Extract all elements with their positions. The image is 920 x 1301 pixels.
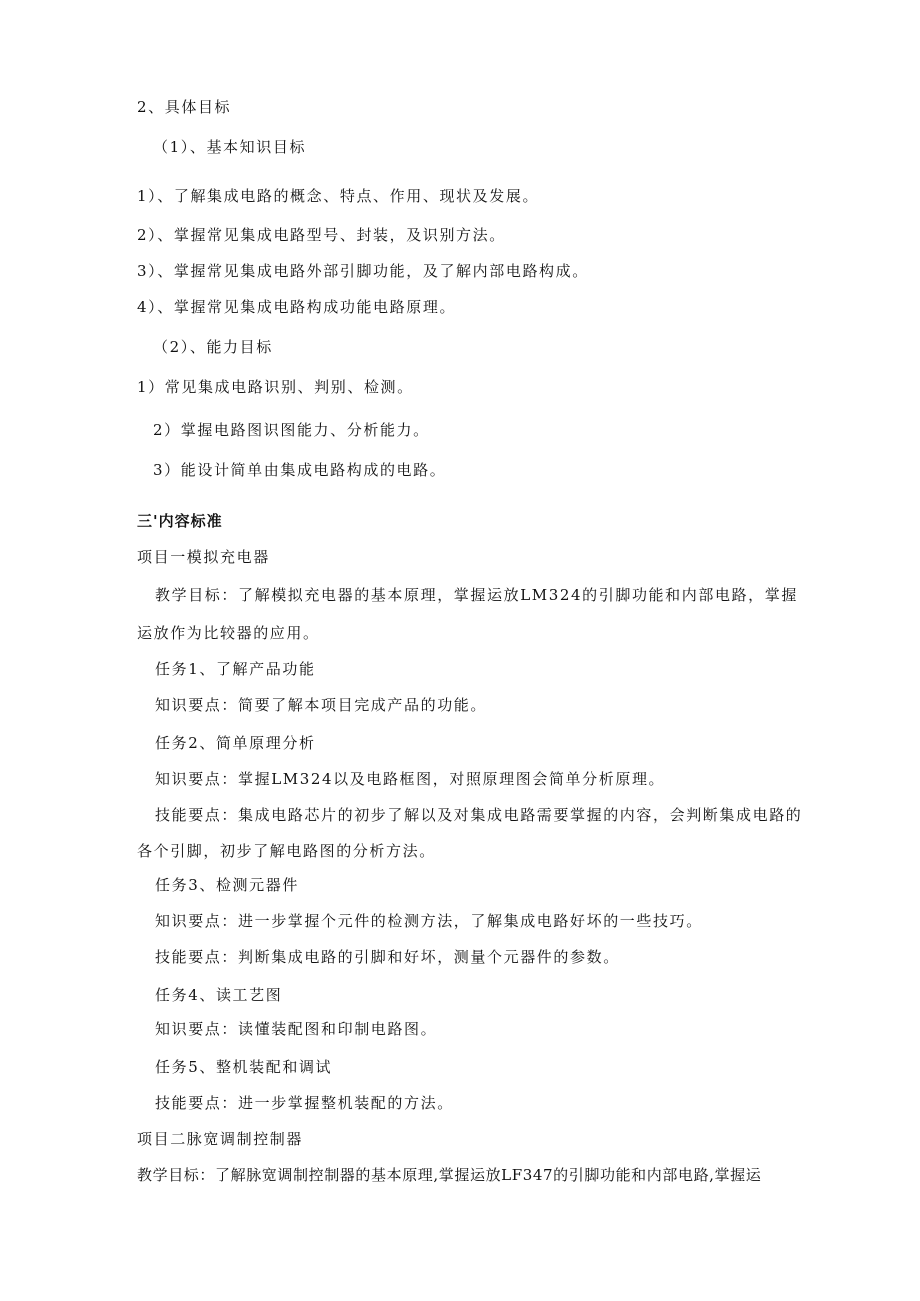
section-heading-content-standards: 三'内容标准 bbox=[137, 512, 223, 530]
list-item: 4）、掌握常见集成电路构成功能电路原理。 bbox=[137, 298, 457, 316]
list-item: 3）、掌握常见集成电路外部引脚功能，及了解内部电路构成。 bbox=[137, 262, 589, 280]
task-title: 任务3、检测元器件 bbox=[155, 876, 299, 894]
paragraph-line: 教学目标：了解模拟充电器的基本原理，掌握运放LM324的引脚功能和内部电路，掌握 bbox=[155, 586, 798, 604]
paragraph-line: 技能要点：进一步掌握整机装配的方法。 bbox=[155, 1094, 454, 1112]
list-item: 1）常见集成电路识别、判别、检测。 bbox=[137, 378, 414, 396]
paragraph-line: 技能要点：判断集成电路的引脚和好坏，测量个元器件的参数。 bbox=[155, 948, 620, 966]
project-title: 项目二脉宽调制控制器 bbox=[137, 1130, 304, 1148]
paragraph-line: 各个引脚，初步了解电路图的分析方法。 bbox=[137, 842, 436, 860]
paragraph-line: 运放作为比较器的应用。 bbox=[137, 624, 320, 642]
list-item: 1）、了解集成电路的概念、特点、作用、现状及发展。 bbox=[137, 187, 540, 205]
paragraph-line: 知识要点：进一步掌握个元件的检测方法，了解集成电路好坏的一些技巧。 bbox=[155, 912, 703, 930]
project-title: 项目一模拟充电器 bbox=[137, 548, 270, 566]
task-title: 任务5、整机装配和调试 bbox=[155, 1058, 333, 1076]
list-item: 2）掌握电路图识图能力、分析能力。 bbox=[153, 421, 430, 439]
task-title: 任务4、读工艺图 bbox=[155, 986, 283, 1004]
paragraph-line: 知识要点：简要了解本项目完成产品的功能。 bbox=[155, 696, 488, 714]
task-title: 任务1、了解产品功能 bbox=[155, 660, 316, 678]
paragraph-line: 知识要点：掌握LM324以及电路框图，对照原理图会简单分析原理。 bbox=[155, 770, 666, 788]
list-item: 3）能设计简单由集成电路构成的电路。 bbox=[153, 461, 447, 479]
subheading-knowledge-goals: （1）、基本知识目标 bbox=[153, 138, 307, 156]
paragraph-line: 知识要点：读懂装配图和印制电路图。 bbox=[155, 1020, 438, 1038]
section-heading-specific-goals: 2、具体目标 bbox=[137, 98, 232, 116]
paragraph-line: 技能要点：集成电路芯片的初步了解以及对集成电路需要掌握的内容，会判断集成电路的 bbox=[155, 806, 803, 824]
subheading-ability-goals: （2）、能力目标 bbox=[153, 338, 273, 356]
task-title: 任务2、简单原理分析 bbox=[155, 734, 316, 752]
paragraph-line: 教学目标：了解脉宽调制控制器的基本原理,掌握运放LF347的引脚功能和内部电路,掌握运 bbox=[137, 1166, 762, 1184]
list-item: 2）、掌握常见集成电路型号、封装，及识别方法。 bbox=[137, 226, 506, 244]
